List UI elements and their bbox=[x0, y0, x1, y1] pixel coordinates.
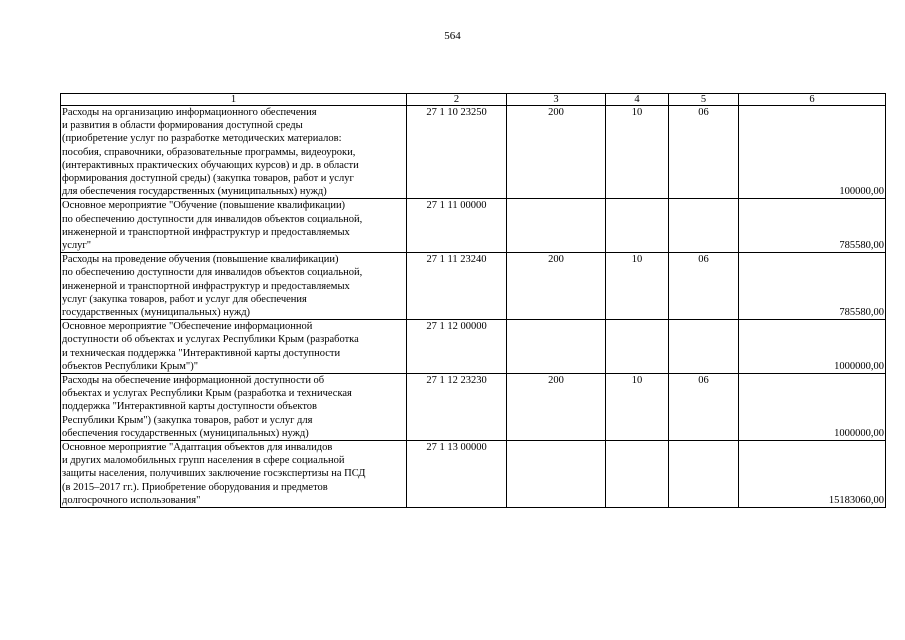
table-row bbox=[61, 441, 886, 508]
row-name-cell bbox=[61, 106, 407, 199]
row-name-line: поддержка "Интерактивной карты доступности объектов bbox=[62, 401, 318, 413]
table-row bbox=[61, 106, 886, 199]
row-name-line: и техническая поддержка "Интерактивной карты доступности bbox=[62, 347, 341, 359]
row-name-line: государственных (муниципальных) нужд) bbox=[62, 307, 251, 319]
row-name-cell bbox=[61, 199, 407, 253]
table-row bbox=[61, 253, 886, 320]
row-section-cell: 10 bbox=[606, 106, 669, 199]
row-name-line: по обеспечению доступности для инвалидов объектов социальной, bbox=[62, 267, 363, 279]
row-sum-cell: 1000000,00 bbox=[739, 320, 886, 374]
row-name-line: инженерной и транспортной инфраструктур и предоставляемых bbox=[62, 280, 350, 292]
row-name-line: объектах и услугах Республики Крым (разработка и техническая bbox=[62, 388, 352, 400]
row-code-cell: 27 1 10 23250 bbox=[407, 106, 507, 199]
row-sum-cell: 100000,00 bbox=[739, 106, 886, 199]
column-header: 2 bbox=[407, 94, 507, 106]
row-name-line: формирования доступной среды) (закупка товаров, работ и услуг bbox=[62, 173, 354, 185]
row-name-line: (интерактивных практических обучающих курсов) и др. в области bbox=[62, 159, 359, 171]
row-section-cell bbox=[606, 320, 669, 374]
row-name-line: Республики Крым") (закупка товаров, работ и услуг для bbox=[62, 414, 313, 426]
row-expense-type-cell bbox=[507, 441, 606, 508]
page-number: 564 bbox=[444, 30, 461, 42]
column-header: 4 bbox=[606, 94, 669, 106]
row-sum-cell: 1000000,00 bbox=[739, 374, 886, 441]
row-subsection-cell: 06 bbox=[669, 253, 739, 320]
row-code-cell: 27 1 11 23240 bbox=[407, 253, 507, 320]
row-name-line: Расходы на обеспечение информационной доступности об bbox=[62, 375, 325, 387]
row-name-line: Основное мероприятие "Обучение (повышение квалификации) bbox=[62, 200, 346, 212]
row-name-line: пособия, справочники, образовательные программы, видеоуроки, bbox=[62, 146, 356, 158]
row-sum-cell: 785580,00 bbox=[739, 253, 886, 320]
row-expense-type-cell: 200 bbox=[507, 106, 606, 199]
row-name-line: долгосрочного использования" bbox=[62, 494, 201, 506]
column-header: 3 bbox=[507, 94, 606, 106]
row-name-line: Основное мероприятие "Адаптация объектов для инвалидов bbox=[62, 442, 333, 454]
row-subsection-cell bbox=[669, 441, 739, 508]
row-name-line: доступности об объектах и услугах Республики Крым (разработка bbox=[62, 334, 359, 346]
row-code-cell: 27 1 13 00000 bbox=[407, 441, 507, 508]
row-name-line: по обеспечению доступности для инвалидов объектов социальной, bbox=[62, 213, 363, 225]
row-subsection-cell bbox=[669, 199, 739, 253]
row-code-cell: 27 1 12 23230 bbox=[407, 374, 507, 441]
row-code-cell: 27 1 12 00000 bbox=[407, 320, 507, 374]
column-header: 1 bbox=[61, 94, 407, 106]
header-row bbox=[61, 94, 886, 106]
row-name-line: (в 2015–2017 гг.). Приобретение оборудования и предметов bbox=[62, 481, 328, 493]
row-name-cell bbox=[61, 320, 407, 374]
row-name-line: услуг" bbox=[62, 240, 91, 252]
row-section-cell: 10 bbox=[606, 253, 669, 320]
row-section-cell bbox=[606, 441, 669, 508]
row-subsection-cell: 06 bbox=[669, 106, 739, 199]
row-code-cell: 27 1 11 00000 bbox=[407, 199, 507, 253]
row-name-line: и других маломобильных групп населения в сфере социальной bbox=[62, 455, 345, 467]
row-name-cell bbox=[61, 374, 407, 441]
table-row bbox=[61, 320, 886, 374]
row-name-line: инженерной и транспортной инфраструктур и предоставляемых bbox=[62, 226, 350, 238]
row-sum-cell: 785580,00 bbox=[739, 199, 886, 253]
row-name-line: Расходы на организацию информационного обеспечения bbox=[62, 107, 317, 118]
row-section-cell: 10 bbox=[606, 374, 669, 441]
column-header: 5 bbox=[669, 94, 739, 106]
row-name-line: услуг (закупка товаров, работ и услуг для обеспечения bbox=[62, 293, 307, 305]
table-row bbox=[61, 199, 886, 253]
row-name-cell bbox=[61, 441, 407, 508]
row-name-line: для обеспечения государственных (муниципальных) нужд) bbox=[62, 186, 327, 198]
row-name-line: и развития в области формирования доступной среды bbox=[62, 120, 303, 132]
row-subsection-cell bbox=[669, 320, 739, 374]
row-sum-cell: 15183060,00 bbox=[739, 441, 886, 508]
row-expense-type-cell: 200 bbox=[507, 374, 606, 441]
row-name-line: объектов Республики Крым")" bbox=[62, 360, 198, 372]
column-header: 6 bbox=[739, 94, 886, 106]
row-expense-type-cell bbox=[507, 199, 606, 253]
row-subsection-cell: 06 bbox=[669, 374, 739, 441]
table-row bbox=[61, 374, 886, 441]
row-name-line: Расходы на проведение обучения (повышение квалификации) bbox=[62, 254, 339, 266]
row-name-line: (приобретение услуг по разработке методических материалов: bbox=[62, 133, 342, 145]
row-name-cell bbox=[61, 253, 407, 320]
budget-table bbox=[60, 93, 886, 508]
row-name-line: обеспечения государственных (муниципальных) нужд) bbox=[62, 427, 309, 439]
row-expense-type-cell: 200 bbox=[507, 253, 606, 320]
row-expense-type-cell bbox=[507, 320, 606, 374]
row-name-line: защиты населения, получивших заключение госэкспертизы на ПСД bbox=[62, 468, 366, 480]
row-name-line: Основное мероприятие "Обеспечение информационной bbox=[62, 321, 313, 333]
row-section-cell bbox=[606, 199, 669, 253]
